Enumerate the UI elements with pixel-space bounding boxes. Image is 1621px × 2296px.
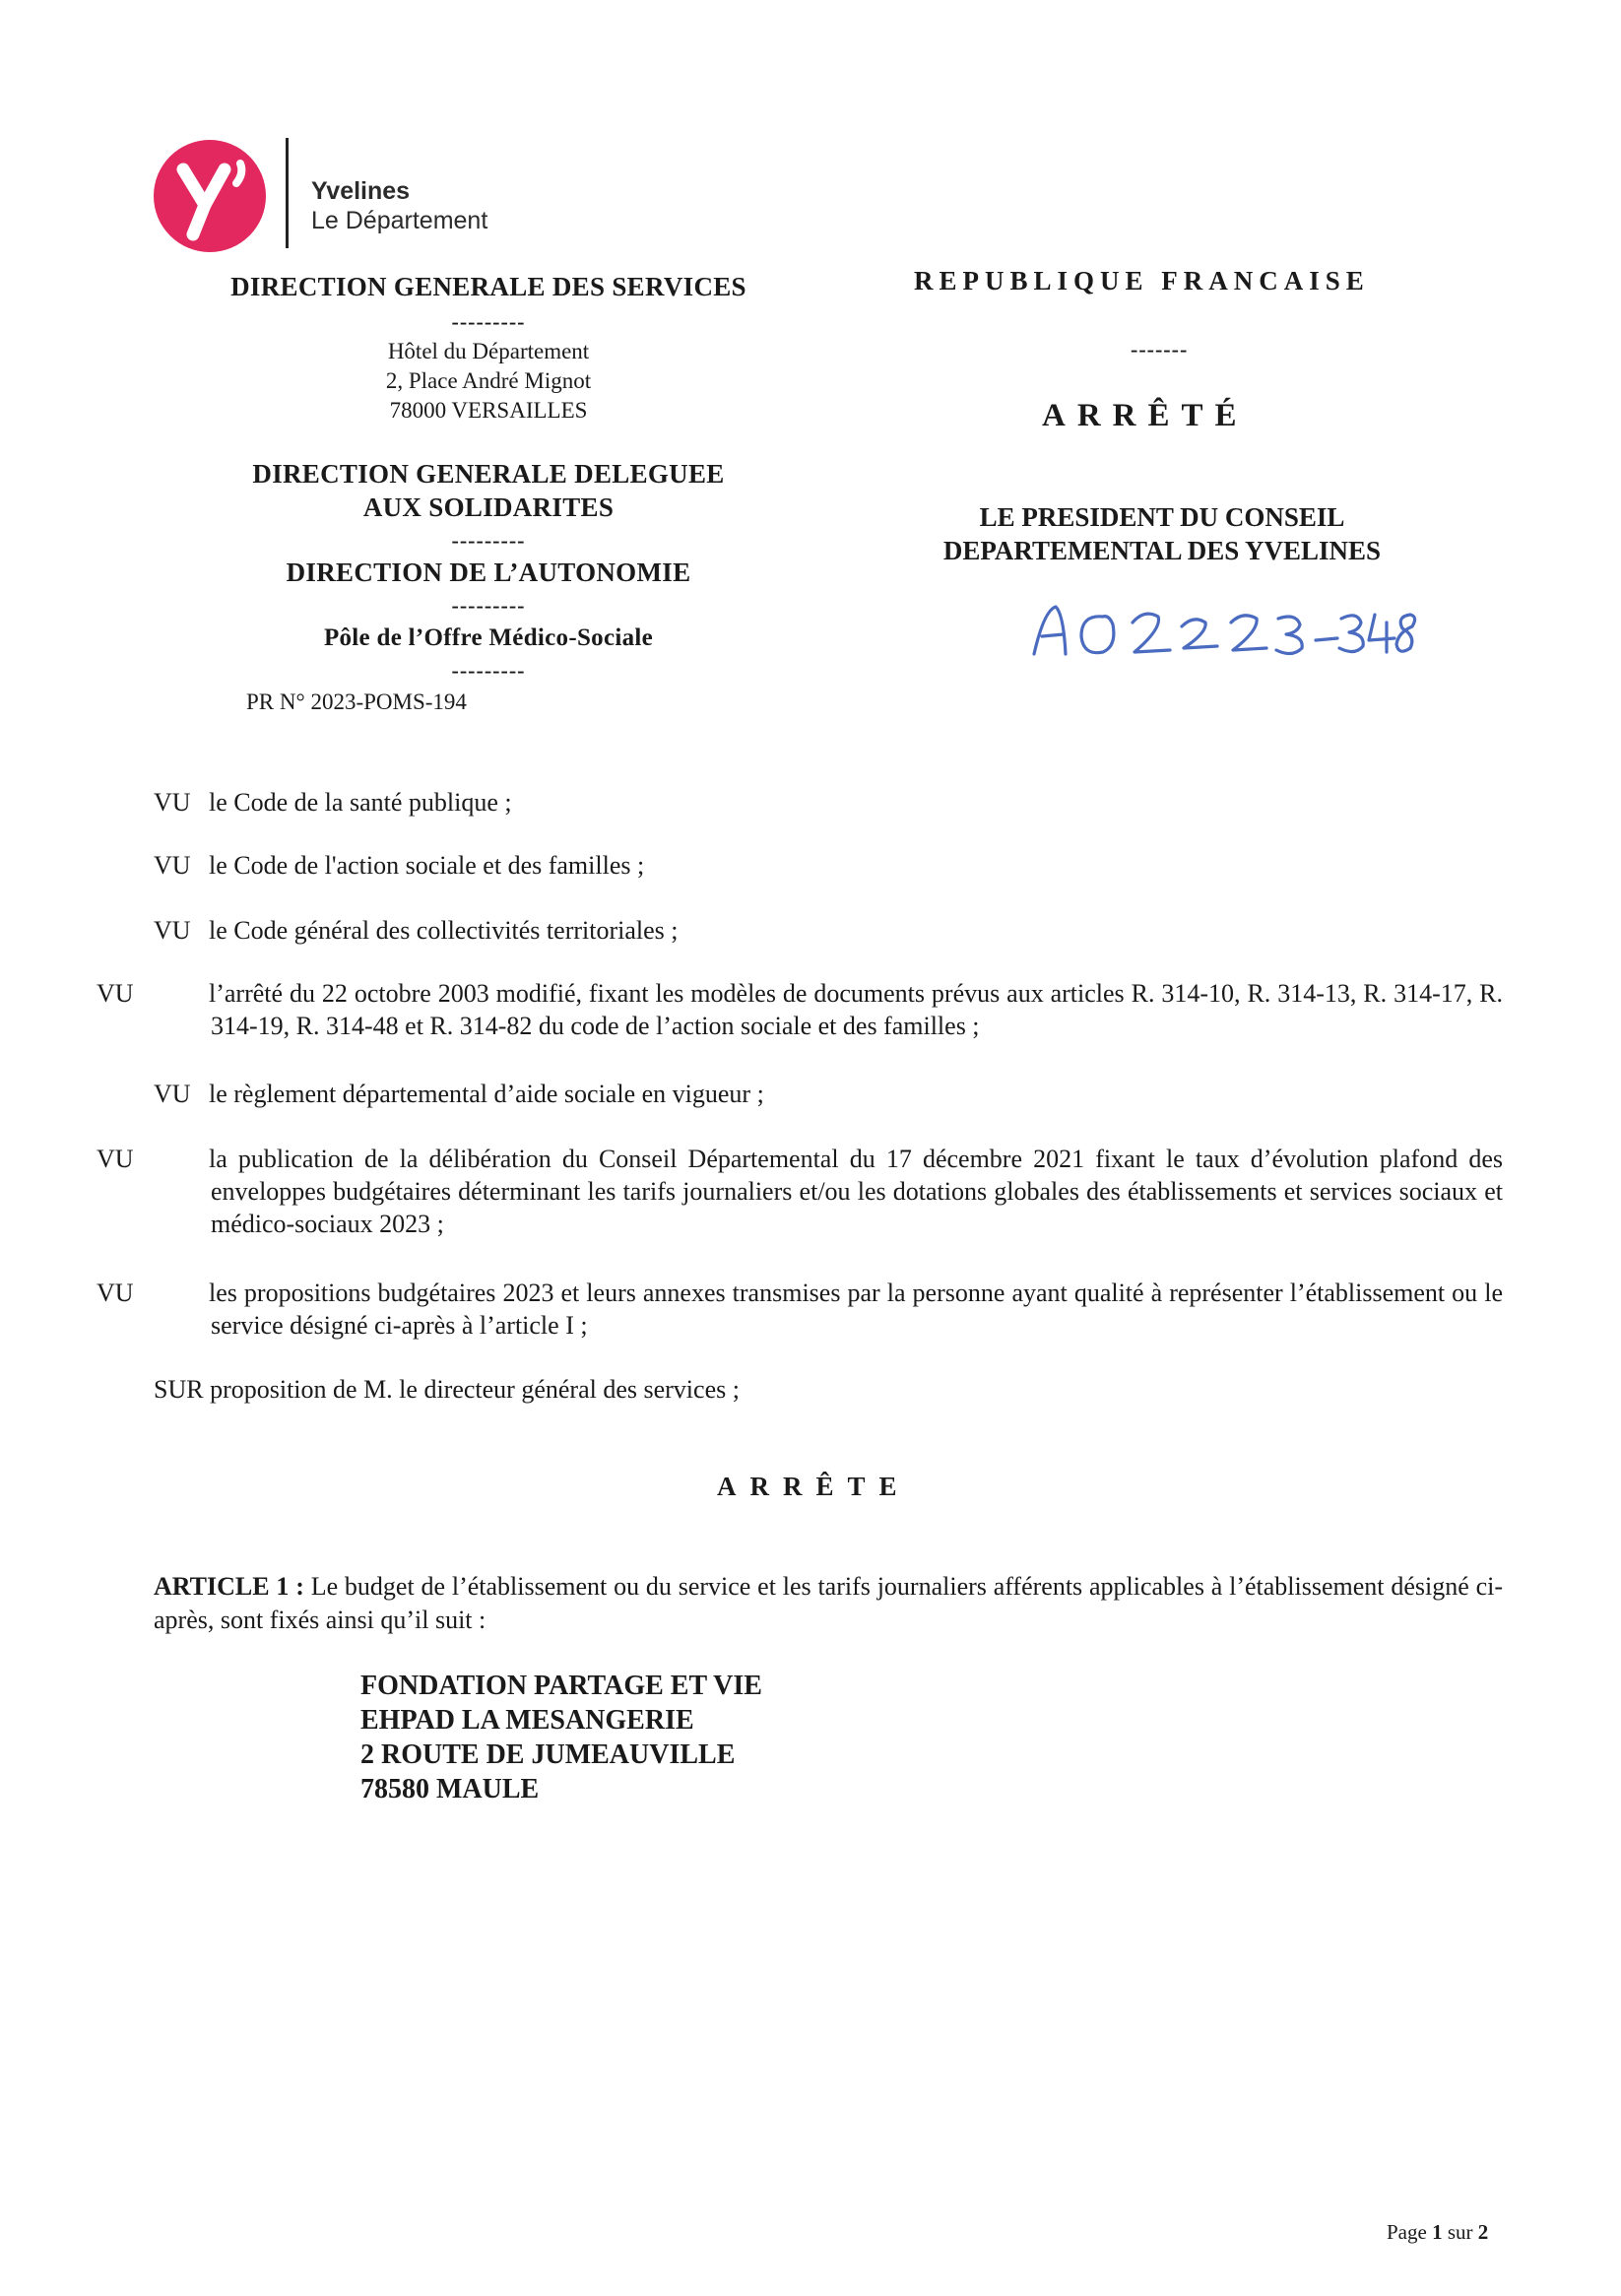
handwritten-reference (1024, 593, 1418, 677)
separator: --------- (451, 658, 526, 683)
consideration-text: la publication de la délibération du Conseil Départemental du 17 décembre 2021 fixant le taux d’évolution plafond des enveloppes budgétaires déterminant les tarifs journaliers et/ou les dotations globales des établissements et services sociaux et médico-sociaux 2023 ; (209, 1145, 1503, 1238)
consideration-label: VU (154, 1080, 191, 1108)
consideration-1 (154, 786, 1503, 819)
consideration-6 (97, 1143, 1503, 1240)
pole-offre-medico-sociale: Pôle de l’Offre Médico-Sociale (323, 624, 654, 651)
consideration-label: VU (154, 916, 191, 945)
consideration-4 (97, 977, 1503, 1042)
consideration-label: VU (154, 788, 191, 817)
separator: --------- (451, 593, 526, 618)
direction-generale-services: DIRECTION GENERALE DES SERVICES (230, 272, 746, 301)
address-line-3: 78000 VERSAILLES (389, 398, 588, 423)
logo-subtitle: Le Département (311, 207, 488, 234)
consideration-text: le Code général des collectivités territoriales ; (209, 916, 679, 945)
consideration-label: VU (97, 1279, 134, 1307)
consideration-8 (154, 1373, 1503, 1406)
establishment-line-3: 2 ROUTE DE JUMEAUVILLE (360, 1739, 736, 1770)
consideration-text: les propositions budgétaires 2023 et leurs annexes transmises par la personne ayant qualité à représenter l’établissement ou le service désigné ci-après à l’article I ; (209, 1279, 1503, 1340)
separator: ------- (1131, 337, 1189, 361)
consideration-label: SUR (154, 1375, 204, 1404)
consideration-text: proposition de M. le directeur général des services ; (210, 1375, 740, 1404)
establishment-address (360, 1669, 762, 1806)
consideration-3 (154, 914, 1503, 947)
address-line-2: 2, Place André Mignot (385, 368, 592, 393)
direction-autonomie: DIRECTION DE L’AUTONOMIE (286, 558, 691, 587)
separator: --------- (451, 309, 526, 334)
consideration-label: VU (97, 1145, 134, 1173)
arrete-title: ARRÊTÉ (1042, 398, 1249, 433)
consideration-7 (97, 1277, 1503, 1342)
article-label: ARTICLE 1 : (154, 1572, 304, 1601)
president-line-2: DEPARTEMENTAL DES YVELINES (942, 536, 1382, 565)
consideration-text: l’arrêté du 22 octobre 2003 modifié, fixant les modèles de documents prévus aux articles R. 314-10, R. 314-13, R. 314-17, R. 314-19, R. 314-48 et R. 314-82 du code de l’action sociale et des familles ; (209, 979, 1503, 1040)
republique-francaise: REPUBLIQUE FRANCAISE (914, 266, 1370, 295)
consideration-2 (154, 849, 1503, 882)
page-middle: sur (1447, 2220, 1473, 2244)
yvelines-logo-icon (154, 140, 266, 252)
logo-name: Yvelines (311, 177, 411, 205)
president-title (886, 500, 1438, 567)
separator: --------- (451, 528, 526, 553)
consideration-text: le Code de la santé publique ; (209, 788, 512, 817)
handwritten-reference-ink (1024, 593, 1418, 672)
establishment-line-4: 78580 MAULE (360, 1774, 540, 1804)
page-current: 1 (1432, 2220, 1443, 2244)
consideration-5 (154, 1078, 1503, 1110)
pr-number: PR N° 2023-POMS-194 (246, 689, 467, 714)
direction-deleguee-line-1: DIRECTION GENERALE DELEGUEE (252, 459, 725, 489)
establishment-line-2: EHPAD LA MESANGERIE (360, 1705, 694, 1736)
page-prefix: Page (1387, 2220, 1427, 2244)
article-1 (154, 1570, 1503, 1637)
page-number (1387, 2220, 1488, 2245)
consideration-text: le règlement départemental d’aide sociale en vigueur ; (209, 1080, 764, 1108)
establishment-line-1: FONDATION PARTAGE ET VIE (360, 1671, 762, 1701)
president-line-1: LE PRESIDENT DU CONSEIL (979, 502, 1345, 532)
consideration-label: VU (154, 851, 191, 880)
direction-deleguee-line-2: AUX SOLIDARITES (362, 492, 615, 522)
consideration-text: le Code de l'action sociale et des familles ; (209, 851, 645, 880)
logo-divider (286, 138, 289, 248)
address-line-1: Hôtel du Département (387, 339, 590, 363)
article-text: Le budget de l’établissement ou du service et les tarifs journaliers afférents applicables à l’établissement désigné ci-après, sont fixés ainsi qu’il suit : (154, 1572, 1503, 1634)
page-total: 2 (1477, 2220, 1489, 2244)
arrete-heading: ARRÊTE (717, 1472, 911, 1501)
consideration-label: VU (97, 979, 134, 1008)
